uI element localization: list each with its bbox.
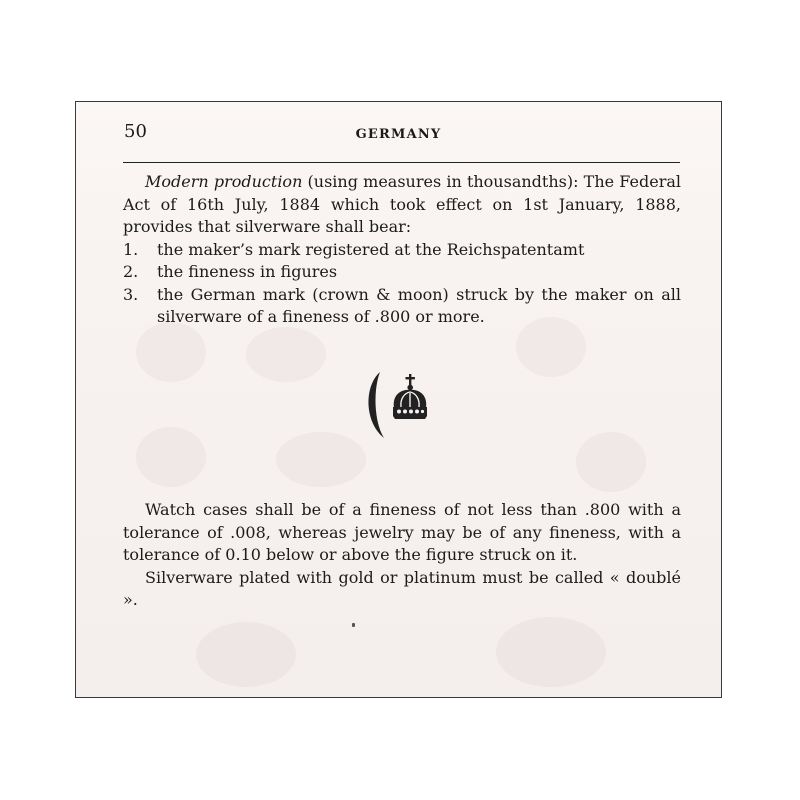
print-speck — [352, 623, 355, 627]
page-bleed-through — [136, 322, 206, 382]
intro-text: (using measures in thousandths): The Federal Act of 16th July, 1884 which took effect on 1st January, 1888, provides that silverware shall bear: — [123, 172, 681, 236]
book-page — [75, 101, 722, 698]
requirements-list — [123, 239, 681, 329]
list-item-number: 1. — [123, 239, 139, 259]
page-bleed-through — [196, 622, 296, 687]
list-item-number: 2. — [123, 262, 139, 281]
list-item-text: the maker’s mark registered at the Reichspatentamt — [157, 239, 585, 259]
list-item-text: the fineness in figures — [157, 262, 338, 281]
intro-lead: Modern production — [145, 172, 303, 191]
main-text — [123, 171, 681, 329]
page-number: 50 — [124, 121, 147, 142]
page-bleed-through — [276, 432, 366, 487]
list-item — [123, 239, 681, 262]
running-head: GERMANY — [355, 127, 442, 142]
page-bleed-through — [246, 327, 326, 382]
page-bleed-through — [136, 427, 206, 487]
list-item — [123, 261, 681, 284]
list-item-number: 3. — [123, 284, 139, 304]
page-bleed-through — [576, 432, 646, 492]
crown-and-crescent-moon-icon — [358, 364, 438, 444]
watch-cases-paragraph: Watch cases shall be of a fineness of not less than .800 with a tolerance of .008, whereas jewelry may be of any fineness, with a tolerance of 0.10 below or above the figure struck on it. — [123, 500, 681, 564]
intro-paragraph — [123, 171, 681, 239]
closing-text — [123, 499, 681, 612]
list-item-text: the German mark (crown & moon) struck by the maker on all silverware of a fineness of .800 or more. — [157, 284, 681, 326]
page-bleed-through — [496, 617, 606, 687]
plated-silverware-paragraph: Silverware plated with gold or platinum must be called « doublé ». — [123, 567, 681, 609]
list-item — [123, 284, 681, 329]
header-rule — [123, 162, 680, 163]
